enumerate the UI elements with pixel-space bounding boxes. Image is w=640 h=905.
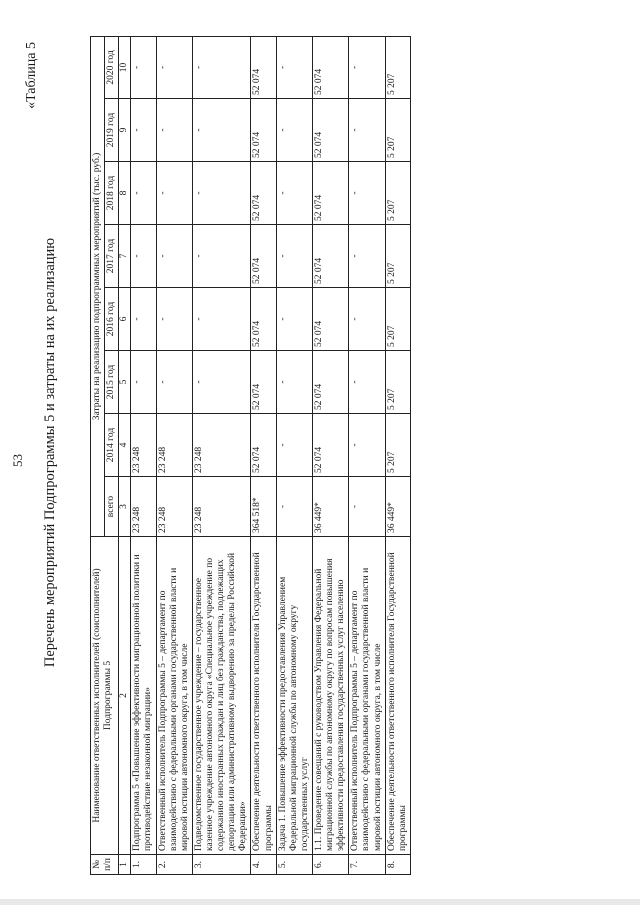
row-value: - [156, 162, 192, 225]
row-value: 52 074 [312, 225, 348, 288]
row-value: - [276, 225, 312, 288]
header-year: 2019 год [105, 99, 119, 162]
row-number: 6. [312, 855, 348, 875]
row-value: 5 207 [385, 162, 410, 225]
row-value: - [192, 288, 251, 351]
row-value: 5 207 [385, 414, 410, 477]
table-row [192, 36, 251, 874]
row-name: Ответственный исполнитель Подпрограммы 5 – департамент по взаимодействию с федеральными органами государственной власти и мировой юстиции автономного округа, в том числе [156, 537, 192, 855]
row-value: - [349, 162, 385, 225]
row-value: 52 074 [251, 36, 276, 98]
row-number: 8. [385, 855, 410, 875]
row-value: 5 207 [385, 36, 410, 98]
row-total: 364 518* [251, 477, 276, 537]
row-value: 5 207 [385, 99, 410, 162]
row-value: - [276, 414, 312, 477]
row-value: - [131, 225, 156, 288]
row-number: 5. [276, 855, 312, 875]
document-title: Перечень мероприятий Подпрограммы 5 и затраты на их реализацию [42, 237, 58, 668]
row-total: 23 248 [192, 477, 251, 537]
header-name: Наименование ответственных исполнителей (соисполнителей) Подпрограммы 5 [91, 537, 119, 855]
row-name: Подведомственное государственное учреждение – государственное казенное учреждение автономного округа «Специальное учреждение по содержанию иностранных граждан и лиц без гражданства, подлежащих депортации или административному выдворению за пределы Российской Федерации» [192, 537, 251, 855]
row-value: 5 207 [385, 225, 410, 288]
table-row [251, 36, 276, 874]
row-value: - [349, 36, 385, 98]
row-total: - [349, 477, 385, 537]
row-value: 52 074 [251, 288, 276, 351]
scan-edge [0, 899, 640, 905]
row-total: 36 449* [385, 477, 410, 537]
row-number: 1. [131, 855, 156, 875]
header-year: 2015 год [105, 351, 119, 414]
row-value: - [156, 99, 192, 162]
table-row [156, 36, 192, 874]
row-name: 1.1. Проведение совещаний с руководством Управления Федеральной миграционной службы по автономному округу по вопросам повышения эффективности предоставления государственных услуг населению [312, 537, 348, 855]
row-value: 52 074 [251, 162, 276, 225]
row-value: - [192, 99, 251, 162]
row-value: - [156, 36, 192, 98]
column-number-row [119, 36, 131, 874]
table-row [312, 36, 348, 874]
row-number: 7. [349, 855, 385, 875]
table-row [131, 36, 156, 874]
row-name: Обеспечение деятельности ответственного исполнителя Государственной программы [251, 537, 276, 855]
page-number: 53 [10, 454, 25, 467]
table-row [276, 36, 312, 874]
header-year: 2020 год [105, 36, 119, 98]
row-value: - [131, 162, 156, 225]
row-value: - [131, 351, 156, 414]
row-value: 52 074 [312, 36, 348, 98]
row-value: - [192, 162, 251, 225]
header-row [91, 36, 105, 874]
row-value: 52 074 [312, 162, 348, 225]
row-value: - [349, 288, 385, 351]
row-value: 52 074 [251, 351, 276, 414]
header-num: № п/п [91, 855, 119, 875]
row-name: Обеспечение деятельности ответственного исполнителя Государственной программы [385, 537, 410, 855]
row-value: - [131, 36, 156, 98]
row-value: - [156, 225, 192, 288]
row-value: - [349, 414, 385, 477]
row-number: 3. [192, 855, 251, 875]
header-year: 2018 год [105, 162, 119, 225]
row-value: 5 207 [385, 288, 410, 351]
column-number: 7 [119, 225, 131, 288]
table-row [385, 36, 410, 874]
row-value: 52 074 [312, 414, 348, 477]
header-total: всего [105, 477, 119, 537]
row-value: - [276, 99, 312, 162]
row-value: 5 207 [385, 351, 410, 414]
row-value: - [192, 351, 251, 414]
column-number: 10 [119, 36, 131, 98]
table-row [349, 36, 385, 874]
row-number: 2. [156, 855, 192, 875]
row-value: - [192, 36, 251, 98]
row-value: - [276, 288, 312, 351]
table-label: «Таблица 5 [24, 42, 39, 109]
row-total: - [276, 477, 312, 537]
row-value: 23 248 [131, 414, 156, 477]
header-year: 2014 год [105, 414, 119, 477]
row-value: 52 074 [251, 99, 276, 162]
row-value: 52 074 [312, 99, 348, 162]
row-value: - [276, 162, 312, 225]
row-value: - [349, 99, 385, 162]
row-value: - [192, 225, 251, 288]
row-value: 52 074 [312, 351, 348, 414]
row-value: 23 248 [156, 414, 192, 477]
row-value: - [156, 351, 192, 414]
header-year: 2017 год [105, 225, 119, 288]
row-value: - [156, 288, 192, 351]
column-number: 4 [119, 414, 131, 477]
column-number: 5 [119, 351, 131, 414]
row-total: 36 449* [312, 477, 348, 537]
row-value: 52 074 [251, 225, 276, 288]
column-number: 8 [119, 162, 131, 225]
column-number: 1 [119, 855, 131, 875]
row-value: - [131, 99, 156, 162]
measures-table [90, 36, 411, 875]
row-value: - [276, 351, 312, 414]
row-total: 23 248 [131, 477, 156, 537]
column-number: 3 [119, 477, 131, 537]
row-name: Ответственный исполнитель Подпрограммы 5 – департамент по взаимодействию с федеральными органами государственной власти и мировой юстиции автономного округа, в том числе [349, 537, 385, 855]
row-name: Подпрограмма 5 «Повышение эффективности миграционной политики и противодействие незаконной миграции» [131, 537, 156, 855]
row-total: 23 248 [156, 477, 192, 537]
row-number: 4. [251, 855, 276, 875]
row-value: - [131, 288, 156, 351]
row-name: Задача 1. Повышение эффективности предоставления Управлением Федеральной миграционной службы по автономному округу государственных услуг [276, 537, 312, 855]
row-value: - [349, 351, 385, 414]
column-number: 9 [119, 99, 131, 162]
header-year: 2016 год [105, 288, 119, 351]
column-number: 6 [119, 288, 131, 351]
row-value: 52 074 [251, 414, 276, 477]
column-number: 2 [119, 537, 131, 855]
row-value: 52 074 [312, 288, 348, 351]
row-value: 23 248 [192, 414, 251, 477]
header-costs: Затраты на реализацию подпрограммных мероприятий (тыс. руб.) [91, 36, 105, 536]
row-value: - [276, 36, 312, 98]
row-value: - [349, 225, 385, 288]
